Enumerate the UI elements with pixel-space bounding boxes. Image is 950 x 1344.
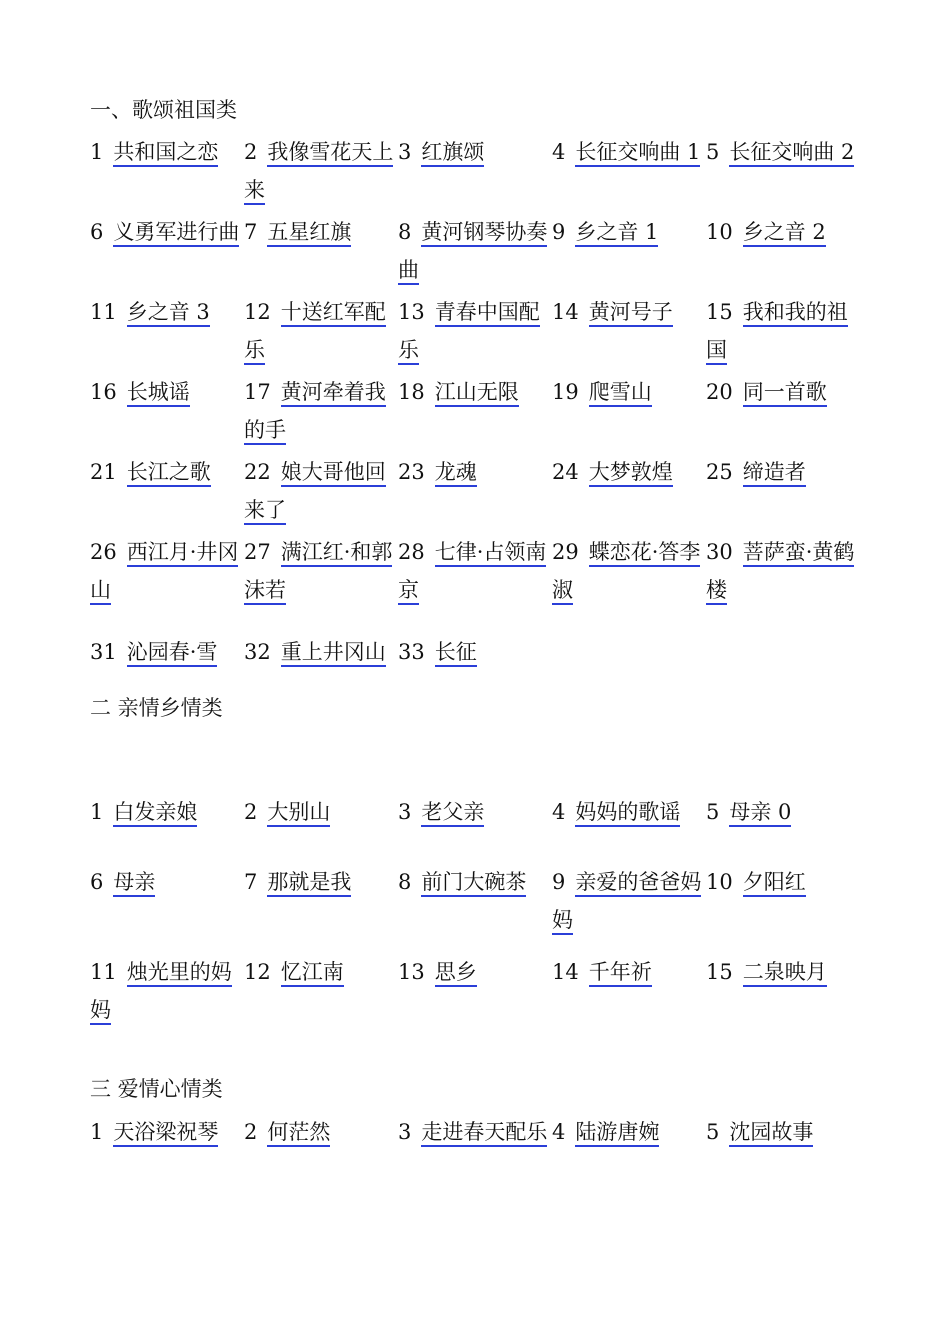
song-link[interactable]: 陆游唐婉 xyxy=(575,1120,659,1147)
song-item xyxy=(552,863,706,939)
song-item xyxy=(706,453,860,529)
song-number: 4 xyxy=(552,800,566,824)
song-number: 29 xyxy=(552,540,579,564)
song-item xyxy=(552,293,706,369)
song-number: 1 xyxy=(90,1120,104,1144)
song-number: 33 xyxy=(398,640,425,664)
song-number: 11 xyxy=(90,960,117,984)
song-number: 13 xyxy=(398,960,425,984)
song-link[interactable]: 长征交响曲 2 xyxy=(729,140,854,167)
song-item xyxy=(244,533,398,609)
song-number: 15 xyxy=(706,960,733,984)
song-number: 9 xyxy=(552,220,566,244)
song-number: 10 xyxy=(706,220,733,244)
song-item xyxy=(90,133,244,209)
song-item xyxy=(706,793,860,831)
song-number: 23 xyxy=(398,460,425,484)
song-link[interactable]: 烛光里的妈妈 xyxy=(90,960,232,1025)
song-link[interactable]: 那就是我 xyxy=(267,870,351,897)
section-title: 二 亲情乡情类 xyxy=(90,696,223,720)
section-title: 三 爱情心情类 xyxy=(90,1077,223,1101)
song-row xyxy=(90,793,870,831)
song-link[interactable]: 母亲 0 xyxy=(729,800,791,827)
song-link[interactable]: 重上井冈山 xyxy=(281,640,386,667)
song-number: 8 xyxy=(398,870,412,894)
song-item xyxy=(706,133,860,209)
song-number: 24 xyxy=(552,460,579,484)
song-number: 25 xyxy=(706,460,733,484)
song-link[interactable]: 乡之音 3 xyxy=(127,300,210,327)
song-number: 3 xyxy=(398,140,412,164)
song-item xyxy=(244,453,398,529)
song-number: 17 xyxy=(244,380,271,404)
song-link[interactable]: 夕阳红 xyxy=(743,870,806,897)
song-row xyxy=(90,533,870,609)
song-item xyxy=(398,453,552,529)
song-link[interactable]: 思乡 xyxy=(435,960,477,987)
song-item xyxy=(706,373,860,449)
song-item xyxy=(244,1113,398,1151)
song-link[interactable]: 乡之音 1 xyxy=(575,220,658,247)
song-number: 3 xyxy=(398,800,412,824)
song-item xyxy=(90,213,244,289)
song-item xyxy=(706,293,860,369)
song-link[interactable]: 何茫然 xyxy=(267,1120,330,1147)
song-number: 27 xyxy=(244,540,271,564)
song-item xyxy=(90,453,244,529)
song-link[interactable]: 妈妈的歌谣 xyxy=(575,800,680,827)
song-number: 2 xyxy=(244,1120,258,1144)
song-link[interactable]: 红旗颂 xyxy=(421,140,484,167)
song-item xyxy=(90,793,244,831)
song-number: 22 xyxy=(244,460,271,484)
song-link[interactable]: 缔造者 xyxy=(743,460,806,487)
song-link[interactable]: 长江之歌 xyxy=(127,460,211,487)
song-number: 15 xyxy=(706,300,733,324)
song-item xyxy=(244,213,398,289)
song-link[interactable]: 青春中国配乐 xyxy=(398,300,540,365)
song-item xyxy=(552,953,706,1029)
song-number: 14 xyxy=(552,960,579,984)
song-number: 32 xyxy=(244,640,271,664)
song-number: 7 xyxy=(244,220,258,244)
song-item xyxy=(398,863,552,939)
song-number: 28 xyxy=(398,540,425,564)
song-link[interactable]: 长城谣 xyxy=(127,380,190,407)
song-link[interactable]: 二泉映月 xyxy=(743,960,827,987)
song-link[interactable]: 义勇军进行曲 xyxy=(113,220,239,247)
song-item xyxy=(552,373,706,449)
song-item xyxy=(706,533,860,609)
song-number: 8 xyxy=(398,220,412,244)
song-number: 30 xyxy=(706,540,733,564)
song-item xyxy=(552,453,706,529)
song-number: 7 xyxy=(244,870,258,894)
song-item xyxy=(398,213,552,289)
song-number: 18 xyxy=(398,380,425,404)
song-item xyxy=(244,293,398,369)
song-item xyxy=(552,793,706,831)
song-link[interactable]: 白发亲娘 xyxy=(113,800,197,827)
song-link[interactable]: 五星红旗 xyxy=(267,220,351,247)
song-item xyxy=(90,863,244,939)
song-number: 31 xyxy=(90,640,117,664)
song-number: 1 xyxy=(90,140,104,164)
song-number: 12 xyxy=(244,960,271,984)
song-link[interactable]: 同一首歌 xyxy=(743,380,827,407)
song-number: 5 xyxy=(706,800,720,824)
song-link[interactable]: 长征交响曲 1 xyxy=(575,140,700,167)
song-number: 14 xyxy=(552,300,579,324)
song-number: 5 xyxy=(706,140,720,164)
song-item xyxy=(90,293,244,369)
song-number: 26 xyxy=(90,540,117,564)
song-link[interactable]: 爬雪山 xyxy=(589,380,652,407)
song-link[interactable]: 西江月·井冈山 xyxy=(90,540,238,605)
song-number: 6 xyxy=(90,870,104,894)
song-item xyxy=(552,533,706,609)
song-number: 3 xyxy=(398,1120,412,1144)
song-item xyxy=(398,373,552,449)
song-number: 2 xyxy=(244,140,258,164)
song-item xyxy=(398,293,552,369)
song-item xyxy=(706,213,860,289)
song-link[interactable]: 千年祈 xyxy=(589,960,652,987)
song-link[interactable]: 娘大哥他回来了 xyxy=(244,460,386,525)
song-row xyxy=(90,133,870,209)
song-link[interactable]: 母亲 xyxy=(113,870,155,897)
song-row xyxy=(90,1113,870,1151)
song-item xyxy=(244,133,398,209)
song-link[interactable]: 走进春天配乐 xyxy=(421,1120,547,1147)
song-link[interactable]: 沁园春·雪 xyxy=(127,640,218,667)
song-number: 19 xyxy=(552,380,579,404)
song-link[interactable]: 蝶恋花·答李淑 xyxy=(552,540,700,605)
song-item xyxy=(90,633,244,671)
song-link[interactable]: 十送红军配乐 xyxy=(244,300,386,365)
song-number: 12 xyxy=(244,300,271,324)
song-link[interactable]: 黄河牵着我的手 xyxy=(244,380,386,445)
song-link[interactable]: 忆江南 xyxy=(281,960,344,987)
song-item xyxy=(398,133,552,209)
song-link[interactable]: 龙魂 xyxy=(435,460,477,487)
song-number: 5 xyxy=(706,1120,720,1144)
song-item xyxy=(90,533,244,609)
song-link[interactable]: 亲爱的爸爸妈妈 xyxy=(552,870,701,935)
song-link[interactable]: 我和我的祖国 xyxy=(706,300,848,365)
song-row xyxy=(90,863,870,939)
song-number: 20 xyxy=(706,380,733,404)
song-number: 10 xyxy=(706,870,733,894)
song-link[interactable]: 满江红·和郭沫若 xyxy=(244,540,392,605)
song-number: 4 xyxy=(552,140,566,164)
song-link[interactable]: 大别山 xyxy=(267,800,330,827)
song-number: 16 xyxy=(90,380,117,404)
song-number: 11 xyxy=(90,300,117,324)
song-link[interactable]: 大梦敦煌 xyxy=(589,460,673,487)
song-number: 2 xyxy=(244,800,258,824)
song-link[interactable]: 前门大碗茶 xyxy=(421,870,526,897)
song-row xyxy=(90,633,870,671)
song-link[interactable]: 黄河钢琴协奏曲 xyxy=(398,220,547,285)
song-number: 6 xyxy=(90,220,104,244)
song-number: 4 xyxy=(552,1120,566,1144)
song-link[interactable]: 黄河号子 xyxy=(589,300,673,327)
song-row xyxy=(90,293,870,369)
song-item xyxy=(398,633,552,671)
song-item xyxy=(90,953,244,1029)
song-item xyxy=(706,863,860,939)
song-link[interactable]: 天浴梁祝琴 xyxy=(113,1120,218,1147)
song-item xyxy=(706,953,860,1029)
song-link[interactable]: 共和国之恋 xyxy=(113,140,218,167)
song-item xyxy=(552,133,706,209)
song-row xyxy=(90,953,870,1029)
song-item xyxy=(398,953,552,1029)
song-number: 21 xyxy=(90,460,117,484)
song-item xyxy=(398,533,552,609)
song-link[interactable]: 菩萨蛮·黄鹤楼 xyxy=(706,540,854,605)
song-link[interactable]: 我像雪花天上来 xyxy=(244,140,393,205)
song-item xyxy=(244,793,398,831)
song-item xyxy=(244,633,398,671)
song-item xyxy=(552,1113,706,1151)
song-number: 9 xyxy=(552,870,566,894)
song-item xyxy=(552,213,706,289)
song-item xyxy=(706,1113,860,1151)
song-number: 1 xyxy=(90,800,104,824)
song-link[interactable]: 乡之音 2 xyxy=(743,220,826,247)
song-link[interactable]: 长征 xyxy=(435,640,477,667)
song-item xyxy=(90,1113,244,1151)
song-link[interactable]: 沈园故事 xyxy=(729,1120,813,1147)
song-item xyxy=(398,1113,552,1151)
song-item xyxy=(90,373,244,449)
song-row xyxy=(90,453,870,529)
song-item xyxy=(398,793,552,831)
song-link[interactable]: 老父亲 xyxy=(421,800,484,827)
section-title: 一、歌颂祖国类 xyxy=(90,98,237,122)
song-number: 13 xyxy=(398,300,425,324)
song-item xyxy=(244,373,398,449)
song-link[interactable]: 江山无限 xyxy=(435,380,519,407)
song-link[interactable]: 七律·占领南京 xyxy=(398,540,546,605)
song-row xyxy=(90,373,870,449)
song-item xyxy=(244,953,398,1029)
song-item xyxy=(244,863,398,939)
song-row xyxy=(90,213,870,289)
